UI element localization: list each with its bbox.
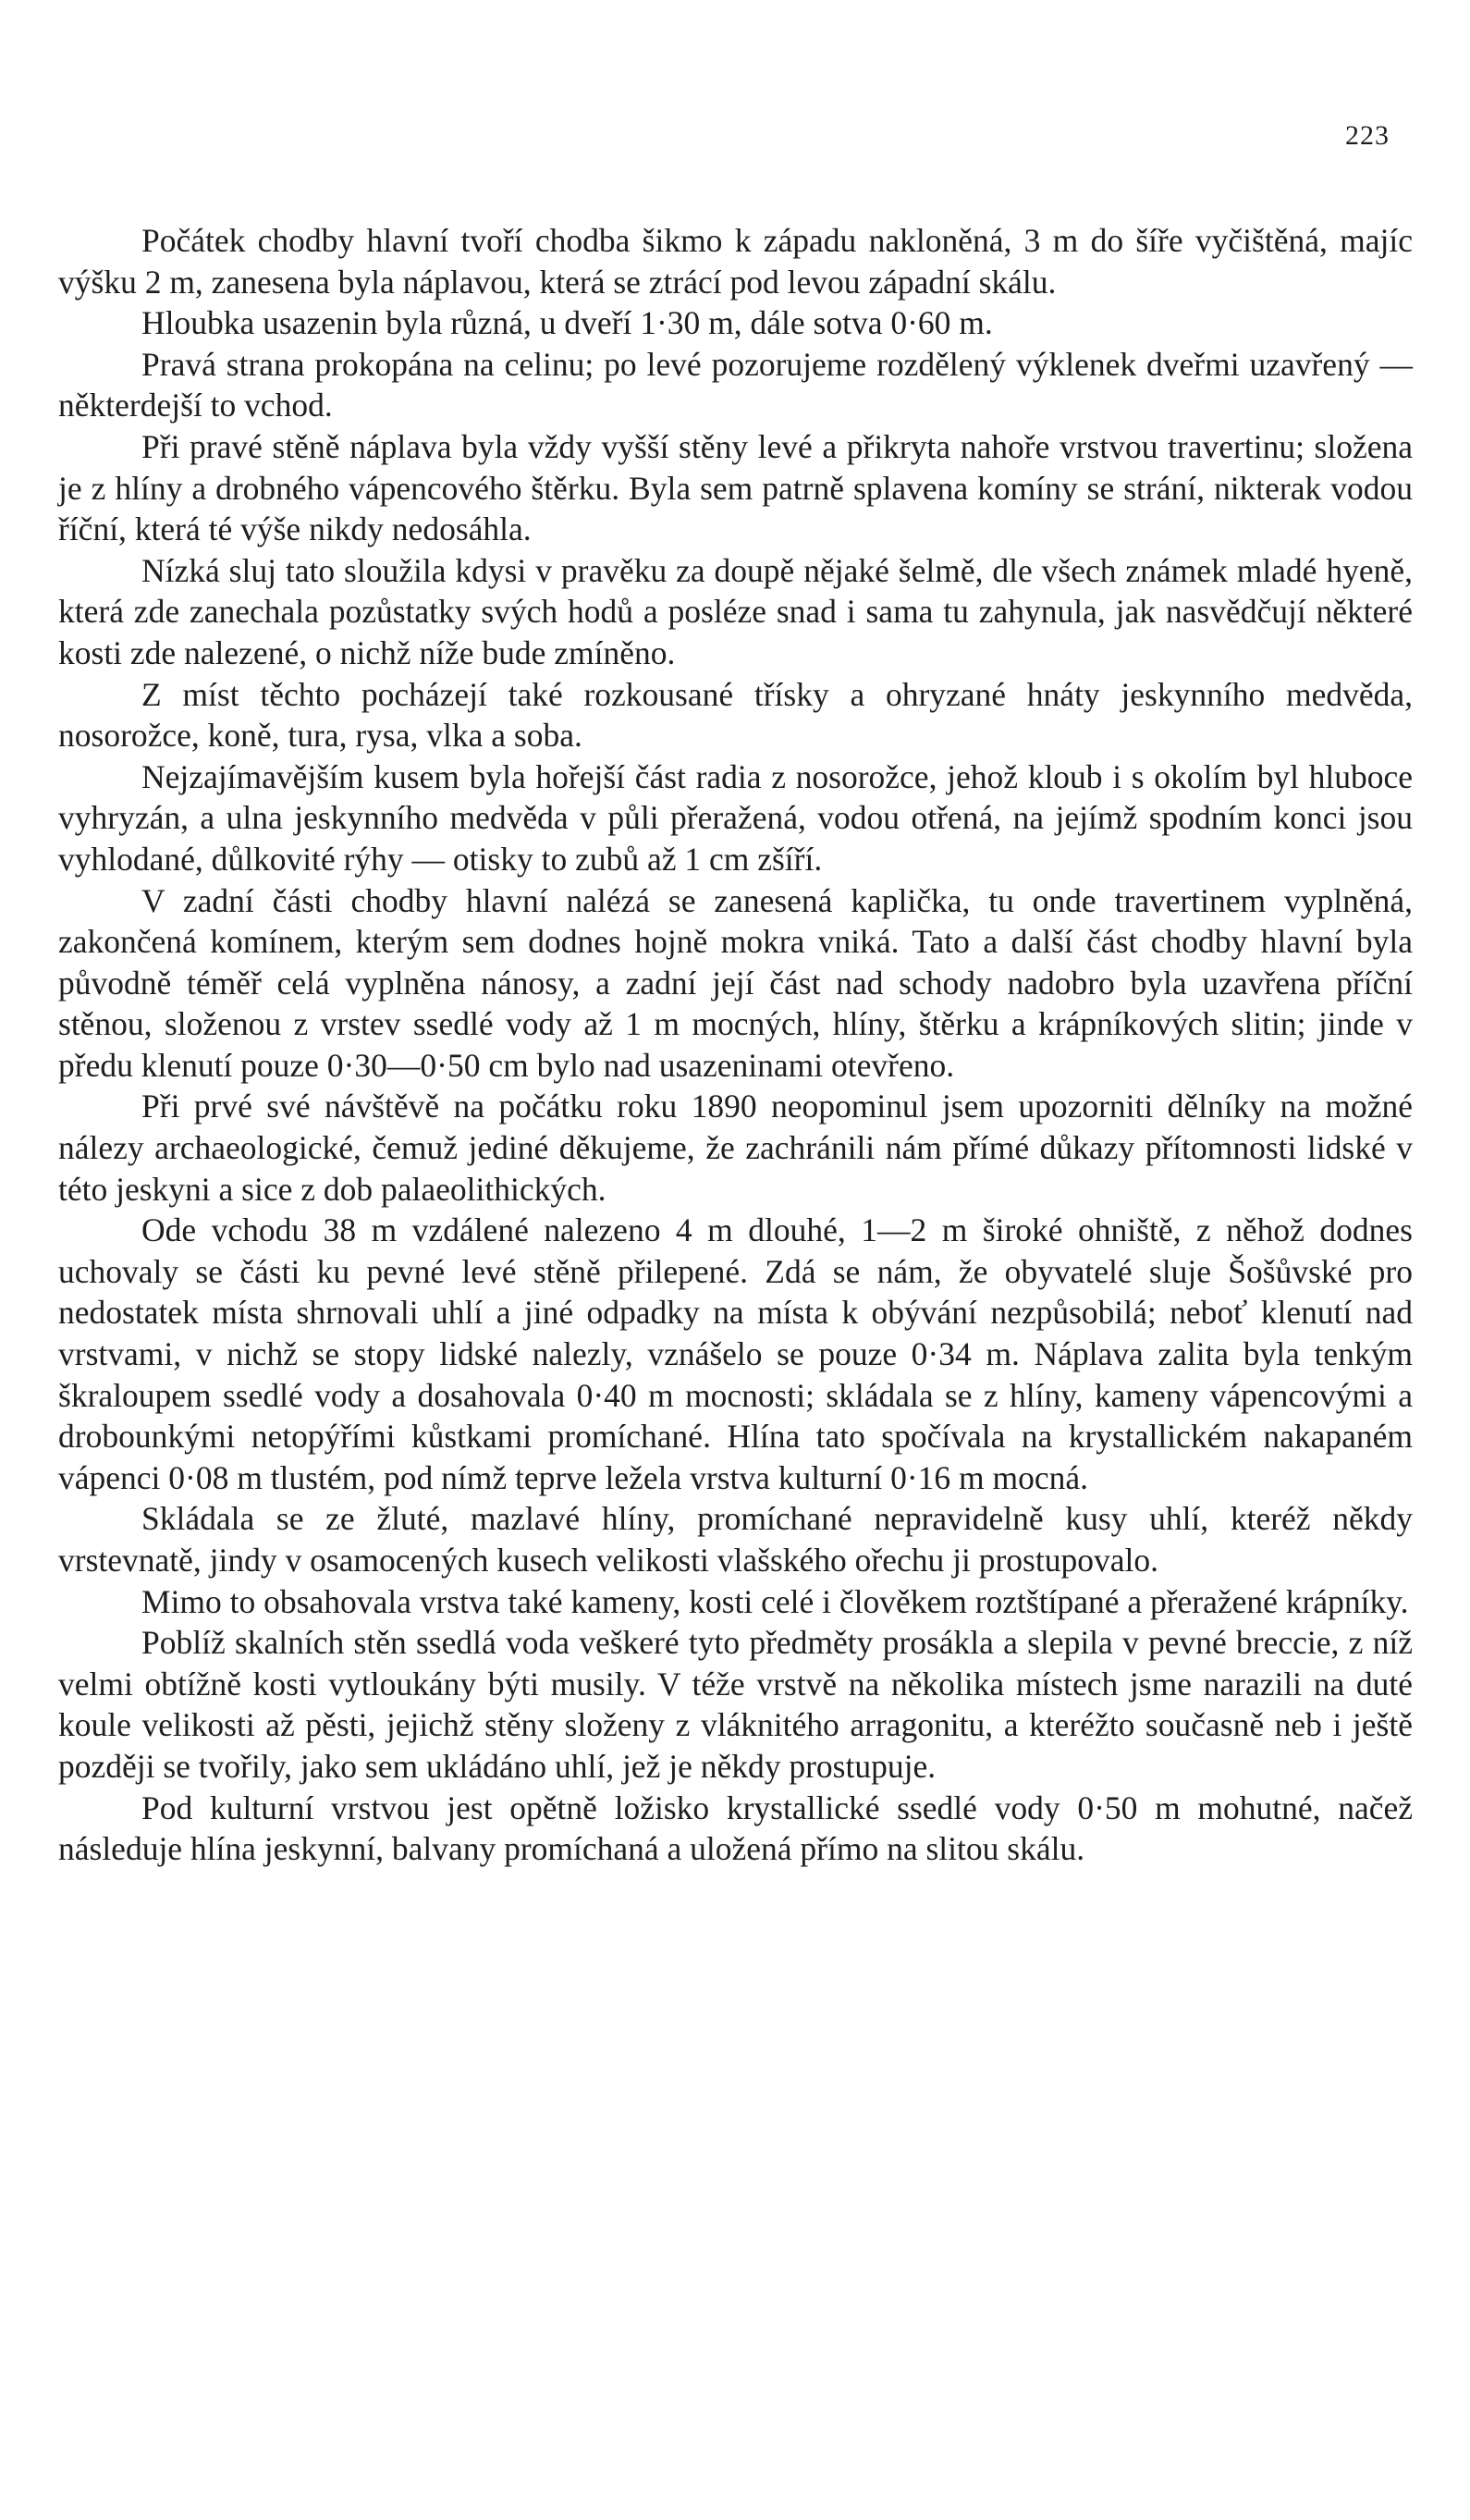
paragraph: Počátek chodby hlavní tvoří chodba šikmo k západu nakloněná, 3 m do šíře vyčištěná, majíc výšku 2 m, zanesena byla náplavou, která se ztrácí pod levou západní skálu. (58, 222, 1413, 301)
paragraph: Ode vchodu 38 m vzdálené nalezeno 4 m dlouhé, 1—2 m široké ohniště, z něhož dodnes uchovaly se části ku pevné levé stěně přilepené. Zdá se nám, že obyvatelé sluje Šošůvské pro nedostatek místa shrnovali uhlí a jiné odpadky na místa k obývání nezpůsobilá; neboť klenutí nad vrstvami, v nichž se stopy lidské nalezly, vznášelo se pouze 0·34 m. Náplava zalita byla tenkým škraloupem ssedlé vody a dosahovala 0·40 m mocnosti; skládala se z hlíny, kameny vápencovými a drobounkými netopýřími kůstkami promíchané. Hlína tato spočívala na krystallickém nakapaném vápenci 0·08 m tlustém, pod nímž teprve ležela vrstva kulturní 0·16 m mocná. (58, 1211, 1413, 1496)
paragraph: V zadní části chodby hlavní nalézá se zanesená kaplička, tu onde travertinem vyplněná, zakončená komínem, kterým sem dodnes hojně mokra vniká. Tato a další část chodby hlavní byla původně téměř celá vyplněna nánosy, a zadní její část nad schody nadobro byla uzavřena příční stěnou, složenou z vrstev ssedlé vody až 1 m mocných, hlíny, štěrku a krápníkových slitin; jinde v předu klenutí pouze 0·30—0·50 cm bylo nad usazeninami otevřeno. (58, 881, 1413, 1084)
paragraph: Pravá strana prokopána na celinu; po levé pozorujeme rozdělený výklenek dveřmi uzavřený — některdejší to vchod. (58, 345, 1413, 424)
paragraph: Mimo to obsahovala vrstva také kameny, kosti celé i člověkem roztštípané a přeražené krápníky. (141, 1582, 1409, 1620)
paragraph: Pod kulturní vrstvou jest opětně ložisko krystallické ssedlé vody 0·50 m mohutné, načež následuje hlína jeskynní, balvany promíchaná a uložená přímo na slitou skálu. (58, 1789, 1413, 1868)
paragraph: Hloubka usazenin byla různá, u dveří 1·30 m, dále sotva 0·60 m. (141, 304, 993, 342)
paragraph: Z míst těchto pocházejí také rozkousané třísky a ohryzané hnáty jeskynního medvěda, nosorožce, koně, tura, rysa, vlka a soba. (58, 675, 1413, 755)
paragraph: Nízká sluj tato sloužila kdysi v pravěku za doupě nějaké šelmě, dle všech známek mladé hyeně, která zde zanechala pozůstatky svých hodů a posléze snad i sama tu zahynula, jak nasvědčují některé kosti zde nalezené, o nichž níže bude zmíněno. (58, 551, 1413, 671)
paragraph: Při pravé stěně náplava byla vždy vyšší stěny levé a přikryta nahoře vrstvou travertinu; složena je z hlíny a drobného vápencového štěrku. Byla sem patrně splavena komíny se strání, nikterak vodou říční, která té výše nikdy nedosáhla. (58, 427, 1413, 548)
paragraph: Nejzajímavějším kusem byla hořejší část radia z nosorožce, jehož kloub i s okolím byl hluboce vyhryzán, a ulna jeskynního medvěda v půli přeražená, vodou otřená, na jejímž spodním konci jsou vyhlodané, důlkovité rýhy — otisky to zubů až 1 cm zšíří. (58, 757, 1413, 878)
paragraph: Skládala se ze žluté, mazlavé hlíny, promíchané nepravidelně kusy uhlí, kteréž někdy vrstevnatě, jindy v osamocených kusech velikosti vlašského ořechu ji prostupovalo. (58, 1500, 1413, 1579)
page-number: 223 (1345, 120, 1390, 151)
text-body (58, 220, 1413, 1870)
paragraph: Poblíž skalních stěn ssedlá voda veškeré tyto předměty prosákla a slepila v pevné breccie, z níž velmi obtížně kosti vytloukány býti musily. V téže vrstvě na několika místech jsme narazili na duté koule velikosti až pěsti, jejichž stěny složeny z vláknitého arragonitu, a kteréžto současně neb i ještě později se tvořily, jako sem ukládáno uhlí, jež je někdy prostupuje. (58, 1624, 1413, 1785)
paragraph: Při prvé své návštěvě na počátku roku 1890 neopominul jsem upozorniti dělníky na možné nálezy archaeologické, čemuž jediné děkujeme, že zachránili nám přímé důkazy přítomnosti lidské v této jeskyni a sice z dob palaeolithických. (58, 1088, 1413, 1208)
